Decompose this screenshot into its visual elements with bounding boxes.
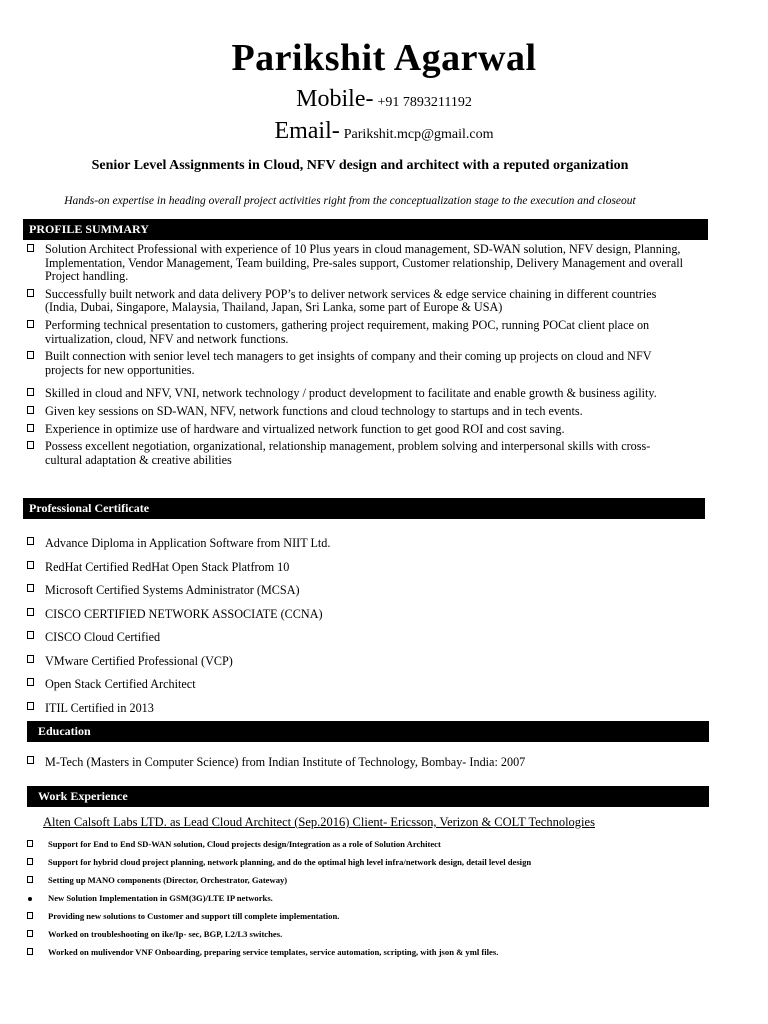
checkbox-bullet-icon — [27, 678, 34, 686]
checkbox-bullet-icon — [27, 289, 34, 297]
profile-summary-heading: PROFILE SUMMARY — [23, 219, 708, 240]
checkbox-bullet-icon — [27, 441, 34, 449]
list-item: Given key sessions on SD-WAN, NFV, network functions and cloud technology to startups and in tech events. — [27, 405, 687, 419]
checkbox-bullet-icon — [27, 702, 34, 710]
education-heading: Education — [27, 721, 709, 742]
mobile-line — [0, 86, 768, 113]
list-item: Setting up MANO components (Director, Orchestrator, Gateway) — [27, 875, 747, 886]
list-item: M-Tech (Masters in Computer Science) from Indian Institute of Technology, Bombay- India: 2007 — [27, 755, 687, 769]
checkbox-bullet-icon — [27, 351, 34, 359]
checkbox-bullet-icon — [27, 840, 33, 847]
checkbox-bullet-icon — [27, 948, 33, 955]
checkbox-bullet-icon — [27, 876, 33, 883]
checkbox-bullet-icon — [27, 930, 33, 937]
list-item: Microsoft Certified Systems Administrator (MCSA) — [27, 583, 687, 597]
checkbox-bullet-icon — [27, 388, 34, 396]
list-item: Worked on mulivendor VNF Onboarding, preparing service templates, service automation, scripting, with json & yml files. — [27, 947, 747, 958]
checkbox-bullet-icon — [27, 584, 34, 592]
work-experience-list — [27, 839, 747, 965]
list-item: Worked on troubleshooting on ike/Ip- sec, BGP, L2/L3 switches. — [27, 929, 747, 940]
list-item: RedHat Certified RedHat Open Stack Platfrom 10 — [27, 560, 687, 574]
list-item: Successfully built network and data delivery POP’s to deliver network services & edge service chaining in different countries (India, Dubai, Singapore, Malaysia, Thailand, Japan, Sri Lanka, some part of Europe & USA) — [27, 288, 687, 315]
candidate-name: Parikshit Agarwal — [231, 37, 537, 79]
list-item: Providing new solutions to Customer and support till complete implementation. — [27, 911, 747, 922]
job-title: Alten Calsoft Labs LTD. as Lead Cloud Architect (Sep.2016) Client- Ericsson, Verizon & COLT Technologies — [43, 815, 595, 829]
email-line — [0, 118, 768, 145]
list-item: ITIL Certified in 2013 — [27, 701, 687, 715]
list-item: Support for hybrid cloud project planning, network planning, and do the optimal high level infra/network design, detail level design — [27, 857, 747, 868]
headline: Senior Level Assignments in Cloud, NFV design and architect with a reputed organization — [91, 158, 629, 173]
email-value: Parikshit.mcp@gmail.com — [343, 127, 494, 142]
certificate-list — [27, 536, 687, 724]
list-item: CISCO Cloud Certified — [27, 630, 687, 644]
checkbox-bullet-icon — [27, 858, 33, 865]
list-item: Possess excellent negotiation, organizational, relationship management, problem solving and interpersonal skills with cross-cultural adaptation & creative abilities — [27, 440, 687, 467]
dot-bullet-icon — [28, 897, 32, 901]
checkbox-bullet-icon — [27, 756, 34, 764]
checkbox-bullet-icon — [27, 608, 34, 616]
checkbox-bullet-icon — [27, 537, 34, 545]
checkbox-bullet-icon — [27, 561, 34, 569]
email-label: Email- — [274, 118, 340, 144]
work-experience-heading: Work Experience — [27, 786, 709, 807]
list-item: Experience in optimize use of hardware and virtualized network function to get good ROI and cost saving. — [27, 423, 687, 437]
mobile-value: +91 7893211192 — [377, 95, 472, 110]
list-item: Solution Architect Professional with experience of 10 Plus years in cloud management, SD-WAN solution, NFV design, Planning, Implementation, Vendor Management, Team building, Pre-sales support, Customer relationship, Delivery Management and overall Project handling. — [27, 243, 687, 284]
list-item: Skilled in cloud and NFV, VNI, network technology / product development to facilitate and enable growth & business agility. — [27, 387, 687, 401]
list-item: Open Stack Certified Architect — [27, 677, 687, 691]
checkbox-bullet-icon — [27, 424, 34, 432]
list-item: Built connection with senior level tech managers to get insights of company and their coming up projects on cloud and NFV projects for new opportunities. — [27, 350, 687, 377]
list-item: Advance Diploma in Application Software from NIIT Ltd. — [27, 536, 687, 550]
profile-summary-list — [27, 243, 687, 471]
checkbox-bullet-icon — [27, 631, 34, 639]
mobile-label: Mobile- — [296, 86, 374, 112]
list-item: VMware Certified Professional (VCP) — [27, 654, 687, 668]
checkbox-bullet-icon — [27, 320, 34, 328]
list-item: Performing technical presentation to customers, gathering project requirement, making POC, running POCat client place on virtualization, cloud, NFV and network functions. — [27, 319, 687, 346]
checkbox-bullet-icon — [27, 912, 33, 919]
education-list — [27, 755, 687, 769]
list-item: Support for End to End SD-WAN solution, Cloud projects design/Integration as a role of Solution Architect — [27, 839, 747, 850]
list-item: New Solution Implementation in GSM(3G)/LTE IP networks. — [27, 893, 747, 904]
tagline: Hands-on expertise in heading overall project activities right from the conceptualization stage to the execution and closeout — [64, 195, 636, 207]
checkbox-bullet-icon — [27, 406, 34, 414]
checkbox-bullet-icon — [27, 655, 34, 663]
checkbox-bullet-icon — [27, 244, 34, 252]
professional-certificate-heading: Professional Certificate — [23, 498, 705, 519]
list-item: CISCO CERTIFIED NETWORK ASSOCIATE (CCNA) — [27, 607, 687, 621]
